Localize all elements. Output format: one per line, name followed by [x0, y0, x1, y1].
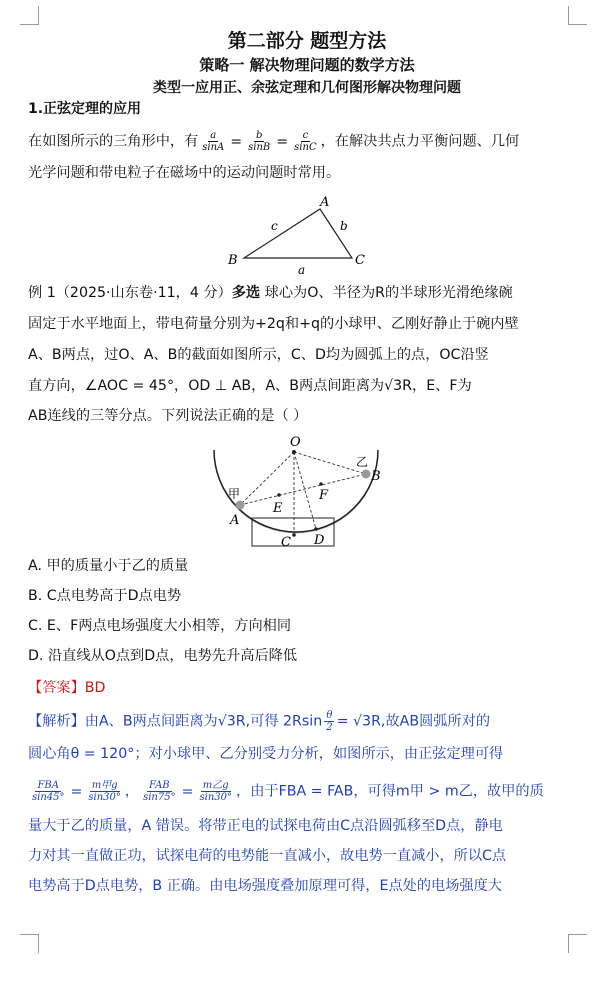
example-line-1-text: 球心为O、半径为R的半球形光滑绝缘碗: [264, 285, 513, 301]
label-f: F: [319, 488, 329, 503]
triangle-vertex-c: C: [355, 253, 365, 268]
point-c: [292, 533, 296, 537]
ratio-mjia: $\frac{\text{m甲g}}{\sin 30^\circ}$: [88, 780, 121, 803]
ball-jia: [236, 501, 245, 510]
ratio-fba: $\frac{\text{FBA}}{\sin 45^\circ}$: [32, 780, 65, 803]
point-f: [319, 482, 323, 486]
point-e: [277, 493, 281, 497]
ratio-b: $\frac{b}{\sin B}$: [248, 130, 271, 153]
option-d[interactable]: D. 沿直线从O点到D点，电势先升高后降低: [28, 648, 298, 664]
analysis-line-1-a: 由A、B两点间距离为√3R,可得 2Rsin: [84, 713, 323, 730]
option-a[interactable]: A. 甲的质量小于乙的质量: [28, 558, 189, 574]
answer-line: [28, 678, 568, 698]
triangle-shape: [244, 209, 352, 258]
example-line-5: AB连线的三等分点。下列说法正确的是（ ）: [28, 408, 308, 424]
example-line-3: A、B两点，过O、A、B的截面如图所示，C、D均为圆弧上的点，OC沿竖: [28, 347, 489, 363]
strategy-title: 策略一 解决物理问题的数学方法: [199, 56, 415, 74]
example-multi-choice: 多选: [231, 285, 261, 301]
crop-mark-top-right: [568, 6, 587, 25]
example-label: 例 1（2025·山东卷·11，4 分）: [28, 285, 232, 301]
intro-text-b: ，在解决共点力平衡问题、几何: [320, 133, 520, 150]
half-angle-fraction: $\frac{\theta}{2}$: [326, 710, 333, 733]
example-line-2: 固定于水平地面上，带电荷量分别为+2q和+q的小球甲、乙刚好静止于碗内壁: [28, 316, 519, 332]
triangle-side-a: a: [298, 263, 306, 276]
ratio-myi: $\frac{\text{m乙g}}{\sin 30^\circ}$: [199, 780, 232, 803]
analysis-line-5: 力对其一直做正功，试探电荷的电势能一直减小，故电势一直减小，所以C点: [28, 848, 507, 864]
analysis-line-2: 圆心角θ = 120°；对小球甲、乙分别受力分析，如图所示，由正弦定理可得: [28, 746, 504, 762]
label-c: C: [281, 535, 291, 550]
center-point-o: [292, 450, 296, 454]
label-e: E: [273, 501, 283, 516]
intro-line-1: 在如图所示的三角形中，有 $\frac{a}{\sin A}$ = $\frac{b}{\sin B}$ = $\frac{c}{\sin C}$ ，在解决共点力平衡问题、几何: [28, 130, 520, 153]
answer-tag: 【答案】: [28, 680, 85, 696]
ratio-c: $\frac{c}{\sin C}$: [294, 130, 317, 153]
bowl-figure: [200, 432, 400, 552]
label-jia: 甲: [228, 487, 241, 501]
analysis-line-4: 量大于乙的质量，A 错误。将带正电的试探电荷由C点沿圆弧移至D点，静电: [28, 818, 503, 834]
ratio-a: $\frac{a}{\sin A}$: [202, 130, 225, 153]
label-o: O: [290, 435, 301, 450]
triangle-figure: [222, 194, 372, 276]
triangle-vertex-b: B: [228, 253, 238, 268]
point-d: [314, 527, 318, 531]
analysis-line-3-b: 由于FBA = FAB，可得m甲 > m乙，故甲的质: [250, 783, 544, 800]
type-title: 类型一应用正、余弦定理和几何图形解决物理问题: [153, 80, 461, 96]
intro-line-2: 光学问题和带电粒子在磁场中的运动问题时常用。: [28, 165, 341, 181]
analysis-tag: 【解析】: [28, 713, 85, 730]
option-b[interactable]: B. C点电势高于D点电势: [28, 588, 182, 604]
intro-text-a: 在如图所示的三角形中，有: [28, 133, 199, 150]
example-line-4: 直方向，∠AOC = 45°，OD ⊥ AB，A、B两点间距离为√3R，E、F为: [28, 378, 472, 394]
crop-mark-bottom-left: [20, 934, 39, 953]
label-a: A: [230, 513, 240, 528]
ratio-fab: $\frac{\text{FAB}}{\sin 75^\circ}$: [143, 780, 176, 803]
page-title: 第二部分 题型方法: [227, 30, 387, 52]
example-line-1: [28, 283, 568, 303]
label-yi: 乙: [356, 455, 369, 469]
triangle-side-b: b: [340, 219, 348, 233]
section-heading: 1.正弦定理的应用: [28, 101, 142, 117]
analysis-line-3: $\frac{\text{FBA}}{\sin 45^\circ}$ = $\frac{\text{m甲g}}{\sin 30^\circ}$ ， $\frac{\text{FAB}}{\sin 75^\circ}$ = $\frac{\text{m乙g}}{\sin 30^\circ}$ ，由于FBA = FAB，可得m甲 > m乙，故甲的质: [32, 780, 544, 803]
ball-yi: [362, 470, 371, 479]
analysis-line-1: [28, 710, 568, 733]
triangle-vertex-a: A: [320, 195, 330, 210]
answer-value: BD: [84, 680, 106, 696]
option-c[interactable]: C. E、F两点电场强度大小相等，方向相同: [28, 618, 292, 634]
crop-mark-bottom-right: [568, 934, 587, 953]
triangle-side-c: c: [271, 219, 278, 233]
crop-mark-top-left: [20, 6, 39, 25]
analysis-line-1-b: = √3R,故AB圆弧所对的: [336, 713, 491, 730]
analysis-line-6: 电势高于D点电势，B 正确。由电场强度叠加原理可得，E点处的电场强度大: [28, 878, 502, 894]
label-b: B: [371, 469, 381, 484]
label-d: D: [314, 533, 325, 548]
